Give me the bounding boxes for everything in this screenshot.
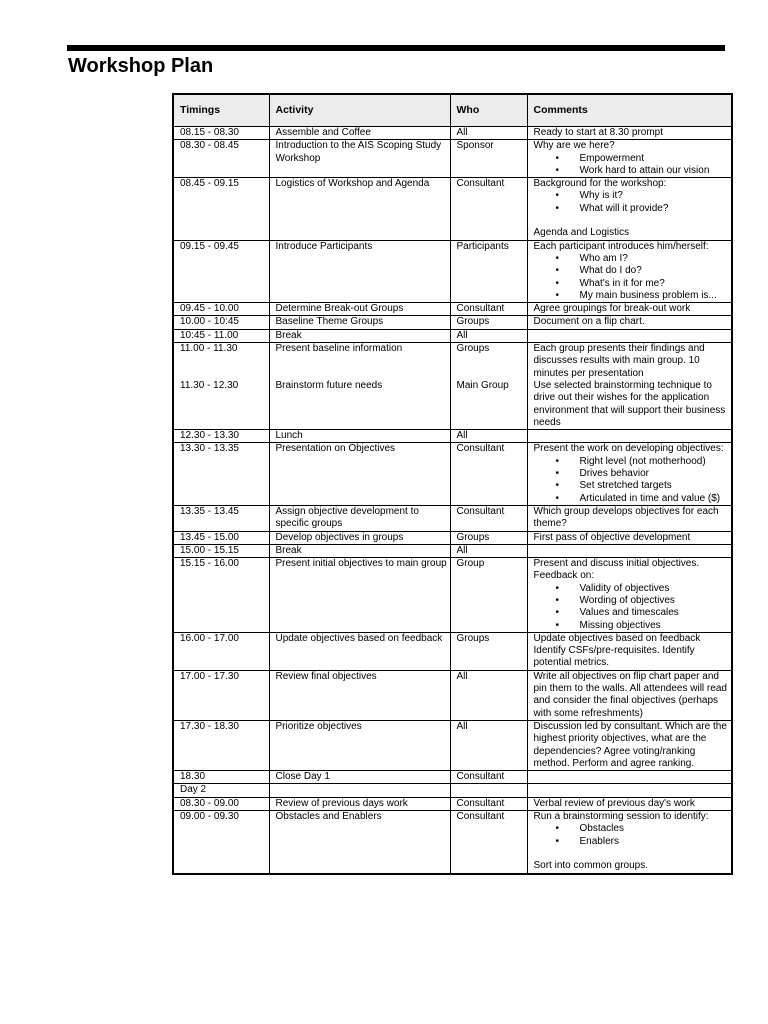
who-cell-text: All xyxy=(456,720,468,732)
who-cell xyxy=(450,771,527,784)
comment-bullet: • Why is it? xyxy=(580,190,730,202)
who-cell xyxy=(450,544,527,557)
comment-text: First pass of objective development xyxy=(533,531,691,543)
comment-cell xyxy=(527,178,732,240)
timing-cell xyxy=(173,316,269,329)
comment-cell xyxy=(527,531,732,544)
who-cell-text: All xyxy=(456,544,468,556)
comment-bullet: • Validity of objectives xyxy=(580,583,730,595)
timing-cell-text: 17.00 - 17.30 xyxy=(180,670,239,682)
activity-cell-text: Assign objective development to specific groups xyxy=(275,505,419,530)
comment-text: Verbal review of previous day's work xyxy=(533,797,695,809)
comment-text: Each participant introduces him/herself: xyxy=(533,240,709,252)
who-cell-text: Groups xyxy=(456,531,490,543)
comment-bullet: • Right level (not motherhood) xyxy=(580,456,730,468)
table-row xyxy=(173,771,732,784)
who-cell-text: All xyxy=(456,329,468,341)
who-cell xyxy=(450,811,527,874)
timing-cell-text: 18.30 xyxy=(180,771,206,783)
comment-text: Ready to start at 8.30 prompt xyxy=(533,127,664,138)
comment-text xyxy=(534,771,730,783)
who-cell xyxy=(450,430,527,443)
comment-cell xyxy=(527,771,732,784)
table-row xyxy=(173,303,732,316)
comment-text: Sort into common groups. xyxy=(533,860,648,872)
who-cell xyxy=(450,343,527,430)
who-cell xyxy=(450,140,527,178)
timing-cell-text: 13.30 - 13.35 xyxy=(180,443,239,455)
timing-cell xyxy=(173,127,269,140)
timing-cell-text: 08.45 - 09.15 xyxy=(180,178,239,190)
activity-cell-text: Brainstorm future needs xyxy=(275,379,383,391)
who-cell-text: Sponsor xyxy=(456,140,494,152)
comment-cell xyxy=(527,343,732,430)
comment-bullet: • Articulated in time and value ($) xyxy=(580,493,730,505)
comment-bullet-list xyxy=(534,253,730,302)
timing-cell xyxy=(173,771,269,784)
activity-cell-text: Obstacles and Enablers xyxy=(275,811,382,823)
comment-bullet-list xyxy=(534,190,730,215)
who-cell xyxy=(450,632,527,670)
who-cell xyxy=(450,443,527,505)
activity-cell-text: Present initial objectives to main group xyxy=(275,558,447,570)
who-cell xyxy=(450,505,527,531)
comment-bullet-list xyxy=(534,583,730,632)
comment-bullet: • What's in it for me? xyxy=(580,278,730,290)
who-cell xyxy=(450,670,527,720)
who-cell-text: Groups xyxy=(456,343,490,355)
who-cell-text: Consultant xyxy=(456,811,505,823)
activity-cell-text: Break xyxy=(275,329,302,341)
timing-cell-text: 15.15 - 16.00 xyxy=(180,558,239,570)
timing-cell xyxy=(173,430,269,443)
comment-text: Use selected brainstorming technique to drive out their wishes for the application environment that will support their business needs xyxy=(533,379,726,428)
activity-cell-text: Break xyxy=(275,544,302,556)
comment-cell xyxy=(527,240,732,302)
comment-cell xyxy=(527,316,732,329)
activity-cell-text: Review of previous days work xyxy=(275,797,408,809)
activity-cell-text: Introduce Participants xyxy=(275,240,373,252)
timing-cell xyxy=(173,240,269,302)
timing-cell-text: Day 2 xyxy=(180,784,207,796)
who-cell xyxy=(450,329,527,342)
table-row xyxy=(173,720,732,770)
comment-cell xyxy=(527,544,732,557)
activity-cell xyxy=(269,343,450,430)
activity-cell xyxy=(269,505,450,531)
who-cell xyxy=(450,316,527,329)
comment-bullet: • Empowerment xyxy=(580,153,730,165)
activity-cell-text: Present baseline information xyxy=(275,343,403,355)
timing-cell xyxy=(173,531,269,544)
timing-cell xyxy=(173,140,269,178)
comment-bullet: • What do I do? xyxy=(580,265,730,277)
activity-cell xyxy=(269,632,450,670)
comment-text: Update objectives based on feedback Identify CSFs/pre-requisites. Identify potential metrics. xyxy=(533,632,701,669)
comment-cell xyxy=(527,670,732,720)
activity-cell-text: Logistics of Workshop and Agenda xyxy=(275,178,430,190)
comment-cell xyxy=(527,720,732,770)
activity-cell-text: Lunch xyxy=(275,430,303,442)
comment-bullet: • Set stretched targets xyxy=(580,480,730,492)
who-cell xyxy=(450,127,527,140)
header-timings: Timings xyxy=(173,94,269,127)
comment-cell xyxy=(527,797,732,810)
activity-cell-text: Assemble and Coffee xyxy=(275,127,371,138)
activity-cell xyxy=(269,240,450,302)
table-row xyxy=(173,544,732,557)
activity-cell-text: Baseline Theme Groups xyxy=(275,316,384,328)
comment-cell xyxy=(527,505,732,531)
who-cell-text: All xyxy=(456,670,468,682)
comment-bullet: • Missing objectives xyxy=(580,620,730,632)
comment-text xyxy=(534,545,730,557)
comment-bullet: • Who am I? xyxy=(580,253,730,265)
comment-text: Why are we here? xyxy=(533,140,615,152)
header-activity: Activity xyxy=(269,94,450,127)
timing-cell xyxy=(173,303,269,316)
activity-cell xyxy=(269,178,450,240)
title-rule xyxy=(67,45,725,51)
table-row xyxy=(173,797,732,810)
timing-cell xyxy=(173,784,269,797)
comment-bullet: • Drives behavior xyxy=(580,468,730,480)
timing-cell-text: 17.30 - 18.30 xyxy=(180,720,239,732)
comment-text: Run a brainstorming session to identify: xyxy=(533,811,709,823)
table-row xyxy=(173,670,732,720)
activity-cell xyxy=(269,771,450,784)
timing-cell-text: 13.35 - 13.45 xyxy=(180,505,239,517)
who-cell xyxy=(450,303,527,316)
table-row xyxy=(173,178,732,240)
timing-cell-text: 15.00 - 15.15 xyxy=(180,544,239,556)
who-cell xyxy=(450,531,527,544)
timing-cell-text: 11.30 - 12.30 xyxy=(180,379,239,391)
comment-bullet: • Work hard to attain our vision xyxy=(580,165,730,177)
who-cell-text: Consultant xyxy=(456,178,505,190)
comment-cell xyxy=(527,632,732,670)
activity-cell xyxy=(269,720,450,770)
who-cell-text: Groups xyxy=(456,316,490,328)
comment-cell xyxy=(527,127,732,140)
timing-cell-text: 13.45 - 15.00 xyxy=(180,531,239,543)
activity-cell-text: Review final objectives xyxy=(275,670,377,682)
comment-text xyxy=(534,430,730,442)
timing-cell xyxy=(173,720,269,770)
comment-text xyxy=(534,330,730,342)
comment-bullet-list xyxy=(534,456,730,505)
timing-cell-text: 10:45 - 11.00 xyxy=(180,329,239,341)
timing-cell-text: 12.30 - 13.30 xyxy=(180,430,239,442)
table-row xyxy=(173,531,732,544)
header-who: Who xyxy=(450,94,527,127)
comment-text: Write all objectives on flip chart paper and pin them to the walls. All attendees will read and consider the final objectives (perhaps with some refreshments) xyxy=(533,670,727,719)
comment-text: Present the work on developing objectives: xyxy=(533,443,724,455)
activity-cell-text: Determine Break-out Groups xyxy=(275,303,404,315)
comment-text: Document on a flip chart. xyxy=(533,316,645,328)
who-cell-text: Consultant xyxy=(456,303,505,315)
activity-cell-text: Presentation on Objectives xyxy=(275,443,396,455)
comment-text: Agree groupings for break-out work xyxy=(533,303,691,315)
timing-cell-text: 16.00 - 17.00 xyxy=(180,632,239,644)
comment-cell xyxy=(527,303,732,316)
comment-bullet: • My main business problem is... xyxy=(580,290,730,302)
table-body xyxy=(173,127,732,874)
comment-text xyxy=(534,784,730,796)
activity-cell-text: Update objectives based on feedback xyxy=(275,632,443,644)
who-cell-text: Consultant xyxy=(456,505,505,517)
comment-text: Which group develops objectives for each theme? xyxy=(533,505,719,530)
who-cell-text: All xyxy=(456,430,468,442)
timing-cell xyxy=(173,544,269,557)
timing-cell-text: 08.15 - 08.30 xyxy=(180,127,239,138)
activity-cell xyxy=(269,316,450,329)
table-row xyxy=(173,240,732,302)
timing-cell-text: 09.00 - 09.30 xyxy=(180,811,239,823)
header-comments: Comments xyxy=(527,94,732,127)
timing-cell xyxy=(173,797,269,810)
who-cell xyxy=(450,178,527,240)
who-cell xyxy=(450,797,527,810)
comment-cell xyxy=(527,811,732,874)
comment-bullet: • Wording of objectives xyxy=(580,595,730,607)
timing-cell-text: 11.00 - 11.30 xyxy=(180,343,238,355)
comment-bullet-list xyxy=(534,153,730,178)
who-cell-text: Group xyxy=(456,558,485,570)
timing-cell-text: 08.30 - 08.45 xyxy=(180,140,239,152)
activity-cell xyxy=(269,784,450,797)
comment-text: Discussion led by consultant. Which are the highest priority objectives, what are the dependencies? Agree voting/ranking method. Perform and agree ranking. xyxy=(533,720,727,769)
activity-cell xyxy=(269,127,450,140)
activity-cell xyxy=(269,329,450,342)
workshop-table xyxy=(172,93,733,875)
table-row xyxy=(173,505,732,531)
comment-cell xyxy=(527,329,732,342)
page-title: Workshop Plan xyxy=(68,55,214,77)
activity-cell xyxy=(269,430,450,443)
timing-cell-text: 09.15 - 09.45 xyxy=(180,240,239,252)
activity-cell xyxy=(269,531,450,544)
who-cell-text: Consultant xyxy=(456,443,505,455)
activity-cell xyxy=(269,544,450,557)
timing-cell xyxy=(173,505,269,531)
table-row xyxy=(173,316,732,329)
timing-cell xyxy=(173,670,269,720)
who-cell-text: Participants xyxy=(456,240,509,252)
table-row xyxy=(173,811,732,874)
table-row xyxy=(173,558,732,633)
timing-cell xyxy=(173,343,269,430)
comment-bullet: • What will it provide? xyxy=(580,203,730,215)
timing-cell xyxy=(173,329,269,342)
timing-cell-text: 10.00 - 10:45 xyxy=(180,316,239,328)
table-row xyxy=(173,632,732,670)
comment-text: Agenda and Logistics xyxy=(533,227,630,239)
table-row xyxy=(173,343,732,430)
timing-cell xyxy=(173,443,269,505)
comment-bullet: • Enablers xyxy=(580,836,730,848)
comment-cell xyxy=(527,784,732,797)
activity-cell-text: Introduction to the AIS Scoping Study Workshop xyxy=(275,140,442,164)
timing-cell xyxy=(173,558,269,633)
who-cell-text: All xyxy=(456,127,468,138)
table-row xyxy=(173,329,732,342)
comment-cell xyxy=(527,430,732,443)
comment-text: Each group presents their findings and discusses results with main group. 10 minutes per presentation xyxy=(533,343,705,379)
who-cell-text: Main Group xyxy=(456,379,509,391)
comment-bullet: • Values and timescales xyxy=(580,607,730,619)
table-row xyxy=(173,443,732,505)
who-cell xyxy=(450,720,527,770)
who-cell xyxy=(450,784,527,797)
comment-cell xyxy=(527,443,732,505)
comment-cell xyxy=(527,558,732,633)
table-row xyxy=(173,140,732,178)
timing-cell xyxy=(173,632,269,670)
table-header-row xyxy=(173,94,732,127)
workshop-table-container xyxy=(172,93,731,875)
activity-cell-text: Develop objectives in groups xyxy=(275,531,404,543)
who-cell-text: Consultant xyxy=(456,797,505,809)
timing-cell xyxy=(173,178,269,240)
activity-cell xyxy=(269,811,450,874)
comment-text: Background for the workshop: xyxy=(533,178,667,190)
who-cell xyxy=(450,240,527,302)
timing-cell-text: 08.30 - 09.00 xyxy=(180,797,239,809)
activity-cell xyxy=(269,670,450,720)
table-row xyxy=(173,127,732,140)
timing-cell xyxy=(173,811,269,874)
activity-cell xyxy=(269,797,450,810)
activity-cell xyxy=(269,303,450,316)
activity-cell xyxy=(269,558,450,633)
who-cell xyxy=(450,558,527,633)
activity-cell-text: Prioritize objectives xyxy=(275,720,362,732)
activity-cell xyxy=(269,443,450,505)
timing-cell-text: 09.45 - 10.00 xyxy=(180,303,239,315)
who-cell-text: Groups xyxy=(456,632,490,644)
comment-bullet: • Obstacles xyxy=(580,823,730,835)
comment-bullet-list xyxy=(534,823,730,848)
activity-cell xyxy=(269,140,450,178)
table-row xyxy=(173,784,732,797)
comment-cell xyxy=(527,140,732,178)
comment-text: Present and discuss initial objectives. Feedback on: xyxy=(533,558,700,582)
activity-cell-text: Close Day 1 xyxy=(275,771,330,783)
who-cell-text: Consultant xyxy=(456,771,505,783)
table-row xyxy=(173,430,732,443)
